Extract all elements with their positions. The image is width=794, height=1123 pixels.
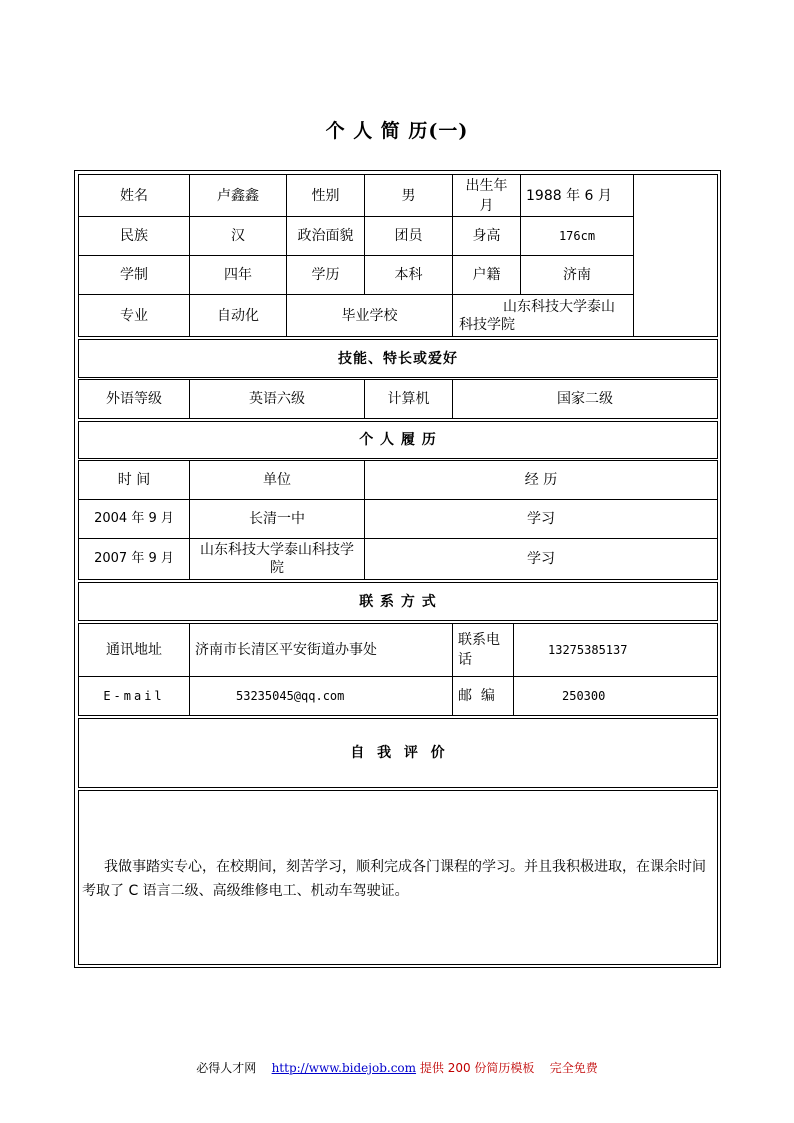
major-value: 自动化	[189, 294, 287, 337]
history-heading: 个 人 履 历	[78, 421, 718, 459]
phone-value: 13275385137	[513, 623, 718, 677]
history-row-2-unit: 山东科技大学泰山科技学院	[189, 538, 365, 580]
language-value: 英语六级	[189, 379, 365, 419]
program-label: 学制	[78, 255, 190, 295]
skills-heading: 技能、特长或爱好	[78, 339, 718, 378]
history-col-time: 时 间	[78, 460, 190, 500]
phone-label: 联系电话	[452, 623, 514, 677]
major-label: 专业	[78, 294, 190, 337]
degree-label: 学历	[286, 255, 365, 295]
history-row-1-experience: 学习	[364, 499, 718, 539]
school-label: 毕业学校	[286, 294, 453, 337]
postcode-label: 邮 编	[452, 676, 514, 716]
email-value: 53235045@qq.com	[189, 676, 453, 716]
program-value: 四年	[189, 255, 287, 295]
ethnicity-value: 汉	[189, 216, 287, 256]
political-value: 团员	[364, 216, 453, 256]
email-label: E-mail	[78, 676, 190, 716]
degree-value: 本科	[364, 255, 453, 295]
address-label: 通讯地址	[78, 623, 190, 677]
name-value: 卢鑫鑫	[189, 174, 287, 217]
ethnicity-label: 民族	[78, 216, 190, 256]
gender-value: 男	[364, 174, 453, 217]
history-col-experience: 经 历	[364, 460, 718, 500]
birth-label: 出生年月	[452, 174, 521, 217]
political-label: 政治面貌	[286, 216, 365, 256]
footer-site-name: 必得人才网	[196, 1061, 257, 1075]
self-eval-text: 我做事踏实专心，在校期间，刻苦学习，顺利完成各门课程的学习。并且我积极进取，在课余时间考取了 C 语言二级、高级维修电工、机动车驾驶证。	[82, 859, 706, 899]
footer	[0, 1059, 794, 1076]
history-row-2-time: 2007 年 9 月	[78, 538, 190, 580]
self-eval-heading: 自 我 评 价	[78, 718, 718, 788]
language-label: 外语等级	[78, 379, 190, 419]
address-value: 济南市长清区平安街道办事处	[189, 623, 453, 677]
gender-label: 性别	[286, 174, 365, 217]
contact-heading: 联 系 方 式	[78, 582, 718, 621]
postcode-value: 250300	[513, 676, 718, 716]
footer-promo: 提供 200 份简历模板	[419, 1061, 535, 1075]
computer-value: 国家二级	[452, 379, 718, 419]
history-row-1-time: 2004 年 9 月	[78, 499, 190, 539]
computer-label: 计算机	[364, 379, 453, 419]
history-row-1-unit: 长清一中	[189, 499, 365, 539]
page-title: 个 人 简 历(一)	[325, 120, 469, 142]
photo-box	[633, 174, 718, 337]
hukou-value: 济南	[520, 255, 634, 295]
school-value: 山东科技大学泰山科技学院	[452, 294, 634, 337]
name-label: 姓名	[78, 174, 190, 217]
hukou-label: 户籍	[452, 255, 521, 295]
footer-free: 完全免费	[549, 1061, 598, 1075]
height-label: 身高	[452, 216, 521, 256]
history-row-2-experience: 学习	[364, 538, 718, 580]
history-col-unit: 单位	[189, 460, 365, 500]
height-value: 176cm	[520, 216, 634, 256]
footer-link[interactable]: http://www.bidejob.com	[271, 1061, 417, 1075]
birth-value: 1988 年 6 月	[520, 174, 634, 217]
